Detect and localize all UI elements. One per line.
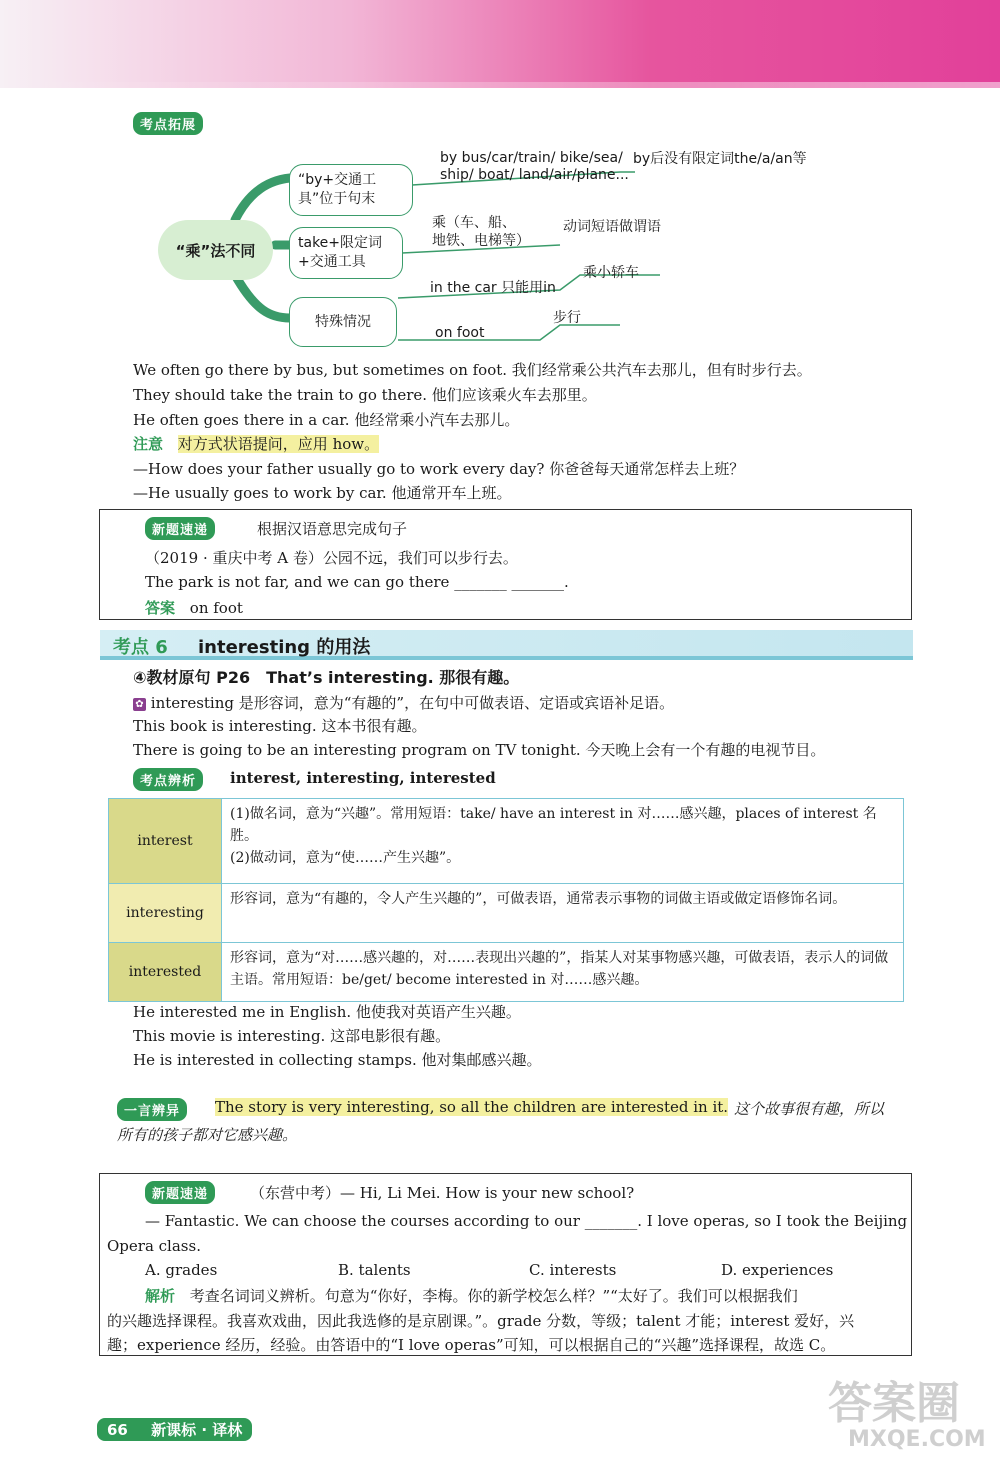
quiz-2-q3: Opera class.	[107, 1237, 201, 1255]
explain-text-1: interesting 是形容词，意为“有趣的”，在句中可做表语、定语或宾语补足语。	[150, 694, 675, 712]
watermark-big: 答案圈	[828, 1378, 960, 1429]
one-line-zh-1: 这个故事很有趣，所以	[734, 1100, 885, 1118]
mindmap-note-take: 动词短语做谓语	[563, 219, 661, 235]
table-desc-cell	[222, 943, 904, 1002]
quiz-1-source: （2019 · 重庆中考 A 卷）公园不远，我们可以步行去。	[145, 549, 518, 567]
table-word-cell: interested	[109, 943, 222, 1002]
analysis-tag: 考点辨析	[133, 768, 203, 791]
table-desc-text: (1)做名词，意为“兴趣”。常用短语：take/ have an interest in 对……感兴趣，places of interest 名胜。 (2)做动词，意为“使……产生兴趣”。	[230, 806, 877, 866]
one-line-zh-2: 所有的孩子都对它感兴趣。	[117, 1126, 298, 1144]
quiz-1-answer: on foot	[189, 599, 243, 617]
quiz-2-option-a[interactable]: A. grades	[145, 1261, 218, 1279]
example-2: They should take the train to go there. 他们应该乘火车去那里。	[133, 386, 597, 404]
quiz-2-analysis-line-1	[145, 1285, 798, 1306]
quiz-1-sentence: The park is not far, and we can go there _______ _______.	[145, 573, 569, 591]
example-1: We often go there by bus, but sometimes on foot. 我们经常乘公共汽车去那儿，但有时步行去。	[133, 361, 812, 379]
quiz-1-answer-line	[145, 597, 243, 618]
quiz-2-option-b[interactable]: B. talents	[338, 1261, 411, 1279]
page-footer	[97, 1418, 252, 1441]
table-desc-cell	[222, 884, 904, 943]
table-desc-text: 形容词，意为“有趣的，令人产生兴趣的”，可做表语，通常表示事物的词做主语或做定语修饰名词。	[230, 891, 847, 907]
definition-table	[108, 798, 904, 1002]
explain-line-2: This book is interesting. 这本书很有趣。	[133, 717, 427, 735]
quiz-2-tag: 新题速递	[145, 1181, 215, 1204]
quiz-1-answer-label: 答案	[145, 599, 176, 617]
mindmap-note-by: by后没有限定词the/a/an等	[633, 151, 807, 167]
mindmap-detail-take-1: 乘（车、船、	[432, 215, 516, 231]
quiz-2-q2: — Fantastic. We can choose the courses according to our _______. I love operas, so I took the Beijing	[145, 1212, 908, 1230]
quiz-2-analysis-text-1: 考查名词词义辨析。句意为“你好，李梅。你的新学校怎么样？”“太好了。我们可以根据我们	[189, 1287, 798, 1305]
mindmap-node-take: take+限定词+交通工具	[289, 227, 403, 279]
expand-tag: 考点拓展	[133, 112, 203, 135]
section-6-num: 考点 6	[113, 637, 168, 658]
watermark	[828, 1380, 986, 1452]
table-word-cell: interesting	[109, 884, 222, 943]
example-3: He often goes there in a car. 他经常乘小汽车去那儿。	[133, 411, 520, 429]
mindmap-detail-car: in the car 只能用in	[430, 280, 556, 296]
quiz-2-analysis-line-3: 趣；experience 经历，经验。由答语中的“I love operas”可知，可以根据自己的“兴趣”选择课程，故选 C。	[107, 1336, 836, 1354]
watermark-small: MXQE.COM	[848, 1427, 986, 1452]
mindmap-note-foot: 步行	[553, 310, 581, 326]
mindmap-detail-by-1: by bus/car/train/ bike/sea/	[440, 150, 623, 166]
table-word-cell: interest	[109, 799, 222, 884]
table-row	[109, 884, 904, 943]
mindmap-node-by: “by+交通工具”位于句末	[289, 164, 413, 216]
table-desc-text: 形容词，意为“对……感兴趣的，对……表现出兴趣的”，指某人对某事物感兴趣，可做表语，表示人的词做主语。常用短语：be/get/ become interested in 对……感兴趣。	[230, 950, 889, 988]
table-row	[109, 943, 904, 1002]
explain-line-3: There is going to be an interesting program on TV tonight. 今天晚上会有一个有趣的电视节目。	[133, 741, 826, 759]
mindmap-note-car: 乘小轿车	[583, 265, 639, 281]
one-line-tag: 一言辨异	[117, 1098, 187, 1121]
quiz-1-tag: 新题速递	[145, 517, 215, 540]
example-5: This movie is interesting. 这部电影很有趣。	[133, 1027, 451, 1045]
dialog-line-2: —He usually goes to work by car. 他通常开车上班。	[133, 484, 512, 502]
note-line	[133, 433, 379, 454]
example-6: He is interested in collecting stamps. 他对集邮感兴趣。	[133, 1051, 542, 1069]
series-name: 新课标 · 译林	[151, 1421, 243, 1439]
quiz-1-instruction: 根据汉语意思完成句子	[257, 520, 408, 538]
quiz-2-q1: （东营中考）— Hi, Li Mei. How is your new school?	[250, 1184, 635, 1202]
quiz-2-option-c[interactable]: C. interests	[529, 1261, 617, 1279]
bullet-icon: ✿	[133, 698, 146, 711]
mindmap-detail-by-2: ship/ boat/ land/air/plane...	[440, 167, 629, 183]
table-desc-cell	[222, 799, 904, 884]
quiz-2-option-d[interactable]: D. experiences	[721, 1261, 834, 1279]
example-4: He interested me in English. 他使我对英语产生兴趣。	[133, 1003, 521, 1021]
mindmap-root: “乘”法不同	[158, 220, 273, 280]
analysis-title: interest, interesting, interested	[230, 769, 496, 787]
mindmap-detail-take-2: 地铁、电梯等）	[432, 233, 530, 249]
section-6-title: interesting 的用法	[198, 637, 371, 658]
table-row	[109, 799, 904, 884]
quiz-2-analysis-line-2: 的兴趣选择课程。我喜欢戏曲，因此我选修的是京剧课。”。grade 分数，等级；talent 才能；interest 爱好，兴	[107, 1312, 855, 1330]
note-label: 注意	[133, 435, 164, 453]
explain-line-1	[133, 692, 674, 713]
page-number: 66	[107, 1421, 128, 1439]
quiz-2-analysis-label: 解析	[145, 1287, 176, 1305]
header-band	[0, 0, 1000, 88]
original-sentence: ④教材原句 P26 That’s interesting. 那很有趣。	[133, 668, 520, 687]
one-line-en: The story is very interesting, so all the children are interested in it.	[215, 1098, 729, 1116]
dialog-line-1: —How does your father usually go to work every day? 你爸爸每天通常怎样去上班？	[133, 460, 745, 478]
mindmap-node-special: 特殊情况	[289, 297, 397, 347]
mindmap-detail-foot: on foot	[435, 325, 485, 341]
note-text: 对方式状语提问，应用 how。	[177, 435, 380, 453]
